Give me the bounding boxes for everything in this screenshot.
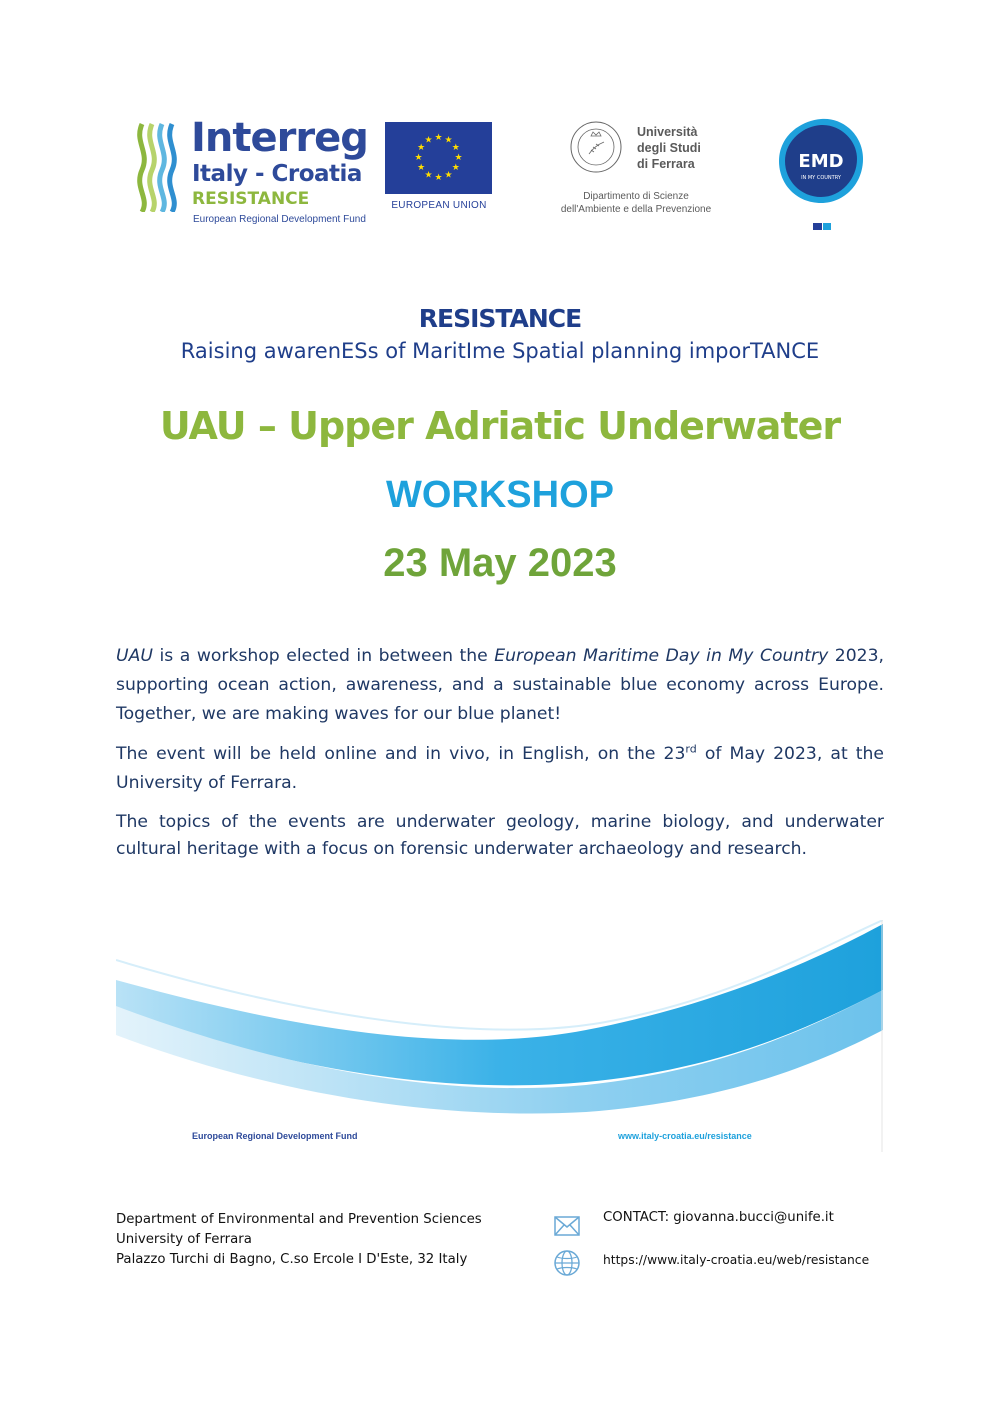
university-seal-icon: [569, 120, 623, 174]
svg-text:★: ★: [451, 143, 460, 153]
paragraph-details: The event will be held online and in vivo, in English, on the 23rd of May 2023, at the University of Ferrara.: [116, 742, 885, 793]
emd-mini-flag-icon: [811, 220, 833, 234]
interreg-subtitle: Italy - Croatia: [192, 161, 362, 187]
svg-text:★: ★: [451, 163, 460, 173]
svg-text:★: ★: [417, 163, 426, 173]
project-acronym: RESISTANCE: [418, 304, 582, 333]
website-link[interactable]: https://www.italy-croatia.eu/web/resistance: [603, 1253, 870, 1267]
svg-text:★: ★: [424, 135, 433, 146]
logo-header: [0, 112, 1000, 242]
paragraph-topics: The topics of the events are underwater geology, marine biology, and underwater cultural heritage with a focus on forensic underwater archaeology and research.: [116, 812, 884, 859]
footer-address: Department of Environmental and Prevention Sciences University of Ferrara Palazzo Turchi di Bagno, C.so Ercole I D'Este, 32 Italy: [116, 1212, 482, 1267]
svg-text:★: ★: [417, 143, 426, 153]
emd-logo: [777, 117, 867, 237]
eu-logo: [385, 122, 493, 222]
eu-label: EUROPEAN UNION: [391, 200, 487, 211]
wave-banner: [116, 920, 883, 1152]
globe-icon: [552, 1248, 582, 1278]
interreg-logo: [136, 115, 376, 240]
event-type: WORKSHOP: [386, 474, 614, 516]
unife-department: Dipartimento di Scienze dell'Ambiente e della Prevenzione: [560, 191, 712, 215]
svg-text:★: ★: [454, 153, 463, 163]
unife-name: Università degli Studi di Ferrara: [637, 125, 701, 171]
svg-text:★: ★: [414, 153, 423, 163]
project-expansion: Raising awarenESs of MaritIme Spatial planning imporTANCE: [180, 339, 820, 363]
contact-email[interactable]: CONTACT: giovanna.bucci@unife.it: [603, 1210, 834, 1225]
svg-text:★: ★: [424, 170, 433, 181]
event-description: [116, 642, 884, 874]
envelope-icon: [552, 1211, 582, 1241]
svg-text:IN MY COUNTRY: IN MY COUNTRY: [801, 175, 841, 181]
svg-text:★: ★: [434, 173, 443, 183]
emd-badge-icon: [777, 117, 865, 205]
banner-url-text: www.italy-croatia.eu/resistance: [618, 1131, 752, 1141]
banner-fund-text: European Regional Development Fund: [192, 1131, 358, 1141]
unife-logo: [553, 120, 723, 230]
paragraph-intro: UAU is a workshop elected in between the European Maritime Day in My Country 2023, supporting ocean action, awareness, and a sustainable blue economy across Europe. Together, we are making waves for our blue planet!: [116, 646, 885, 724]
svg-text:EMD: EMD: [798, 151, 844, 172]
interreg-waves-icon: [136, 122, 188, 212]
svg-text:★: ★: [444, 170, 453, 181]
eu-flag-icon: [385, 122, 492, 194]
interreg-title: Interreg: [191, 115, 368, 161]
event-date: 23 May 2023: [383, 541, 617, 585]
svg-text:★: ★: [434, 133, 443, 143]
interreg-project: RESISTANCE: [192, 189, 310, 209]
event-title: UAU – Upper Adriatic Underwater: [159, 404, 841, 448]
interreg-fund: European Regional Development Fund: [193, 214, 366, 225]
svg-text:★: ★: [444, 135, 453, 146]
